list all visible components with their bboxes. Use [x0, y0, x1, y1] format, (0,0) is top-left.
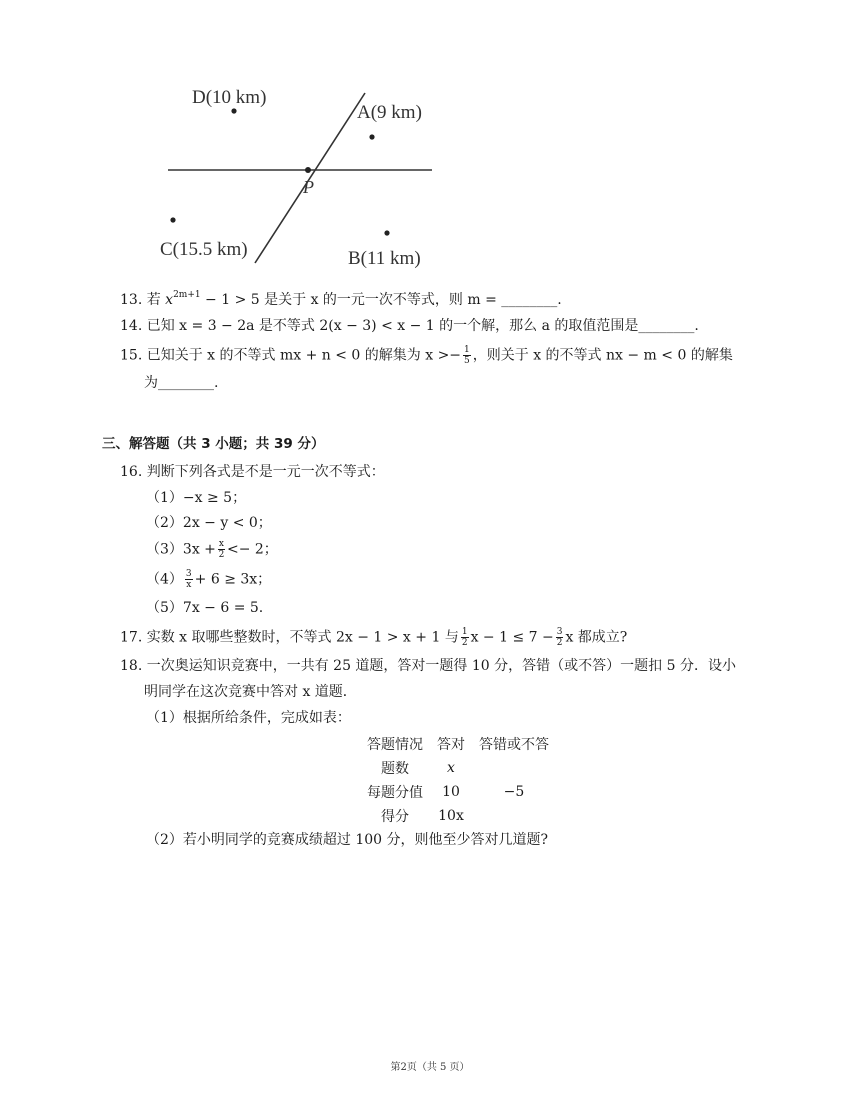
table-row [360, 780, 556, 804]
q13-rest: − 1 > 5 是关于 x 的一元一次不等式，则 m = ________. [200, 292, 562, 308]
q15-frac-num: 1 [464, 345, 470, 355]
q16-item-5-text: （5）7x − 6 = 5. [146, 600, 264, 616]
q16-item-4-fraction [185, 569, 193, 590]
q13-exponent: 2m+1 [173, 290, 201, 300]
label-d: D(10 km) [192, 87, 267, 108]
geometry-figure [160, 78, 450, 278]
page-footer [0, 1058, 860, 1073]
table-header: 答错或不答 [479, 737, 549, 753]
q17-fraction-1 [461, 627, 469, 648]
q16-item-2 [146, 513, 272, 533]
q13-number: 13. 若 [120, 292, 166, 308]
section-3-heading [102, 434, 324, 454]
q17-fraction-2 [556, 627, 564, 648]
q17-f2-num: 3 [556, 627, 563, 637]
table-cell: 题数 [381, 761, 409, 777]
table-cell: 10x [438, 808, 464, 824]
point-c [170, 217, 175, 222]
q18-part-1-text: （1）根据所给条件，完成如表： [146, 710, 351, 726]
q15-fraction [463, 345, 471, 366]
q18-part-2 [146, 830, 548, 850]
question-18-continued [144, 682, 357, 702]
point-b [384, 230, 389, 235]
table-cell: −5 [503, 784, 525, 800]
q17-f1-num: 1 [461, 627, 468, 637]
q16-item-4-b: + 6 ≥ 3x； [194, 571, 272, 588]
q15-text-b: ，则关于 x 的不等式 nx − m < 0 的解集 [472, 347, 733, 364]
point-d [231, 108, 236, 113]
question-14 [120, 316, 699, 336]
label-p: P [303, 177, 314, 197]
point-p [305, 167, 311, 173]
q16-item-3-num: x [218, 539, 224, 549]
q16-item-1 [146, 488, 246, 508]
q17-text-a: 17. 实数 x 取哪些整数时，不等式 2x − 1 > x + 1 与 [120, 629, 459, 646]
q17-f1-den: 2 [461, 638, 468, 648]
q15-line2: 为________. [144, 375, 219, 391]
q16-item-4-den: x [186, 580, 192, 590]
question-16 [120, 462, 385, 482]
question-15 [120, 345, 733, 366]
question-17 [120, 627, 627, 648]
q16-item-4-num: 3 [185, 569, 192, 579]
q16-item-3-b: <− 2； [226, 541, 278, 558]
page-number: 第2页（共 5 页） [390, 1062, 470, 1073]
answer-table [360, 732, 556, 828]
label-b: B(11 km) [348, 248, 421, 269]
q16-item-5 [146, 598, 263, 618]
section-3-title: 三、解答题（共 3 小题；共 39 分） [102, 436, 325, 452]
table-cell[interactable] [472, 756, 556, 780]
q17-f2-den: 2 [556, 638, 563, 648]
q16-item-3-a: （3）3x + [146, 541, 216, 558]
label-c: C(15.5 km) [160, 239, 248, 260]
table-cell: 得分 [381, 809, 409, 825]
q18-part-2-text: （2）若小明同学的竞赛成绩超过 100 分，则他至少答对几道题? [146, 832, 549, 848]
table-cell: 每题分值 [367, 785, 423, 801]
q16-stem: 16. 判断下列各式是不是一元一次不等式： [120, 464, 385, 480]
table-cell: x [447, 760, 455, 776]
point-a [369, 134, 374, 139]
question-15-continued [144, 373, 218, 393]
table-header: 答对 [437, 737, 465, 753]
q16-item-4-a: （4） [146, 571, 183, 588]
q17-text-b: x − 1 ≤ 7 − [470, 629, 554, 646]
q18-part-1 [146, 708, 351, 728]
q16-item-3 [146, 539, 278, 560]
q13-base: x [165, 292, 174, 308]
q16-item-1-text: （1）−x ≥ 5； [146, 490, 247, 506]
q16-item-4 [146, 569, 271, 590]
question-13 [120, 290, 562, 310]
q18-line-1: 18. 一次奥运知识竞赛中，一共有 25 道题，答对一题得 10 分，答错（或不答）一题扣 5 分．设小 [120, 658, 736, 674]
table-cell[interactable] [472, 804, 556, 828]
table-header: 答题情况 [367, 737, 423, 753]
question-18 [120, 656, 736, 676]
q16-item-2-text: （2）2x − y < 0； [146, 515, 272, 531]
q16-item-3-fraction [218, 539, 225, 560]
table-row [360, 804, 556, 828]
table-row [360, 756, 556, 780]
q16-item-3-den: 2 [218, 550, 225, 560]
q14-text: 14. 已知 x = 3 − 2a 是不等式 2(x − 3) < x − 1 的一个解，那么 a 的取值范围是________. [120, 318, 699, 334]
q17-text-c: x 都成立? [565, 629, 628, 646]
q15-frac-den: 5 [464, 356, 470, 366]
table-header-row [360, 732, 556, 756]
q15-text-a: 15. 已知关于 x 的不等式 mx + n < 0 的解集为 x >− [120, 347, 462, 364]
table-cell: 10 [442, 784, 460, 800]
q18-line-2: 明同学在这次竞赛中答对 x 道题． [144, 684, 357, 700]
label-a: A(9 km) [357, 102, 422, 123]
